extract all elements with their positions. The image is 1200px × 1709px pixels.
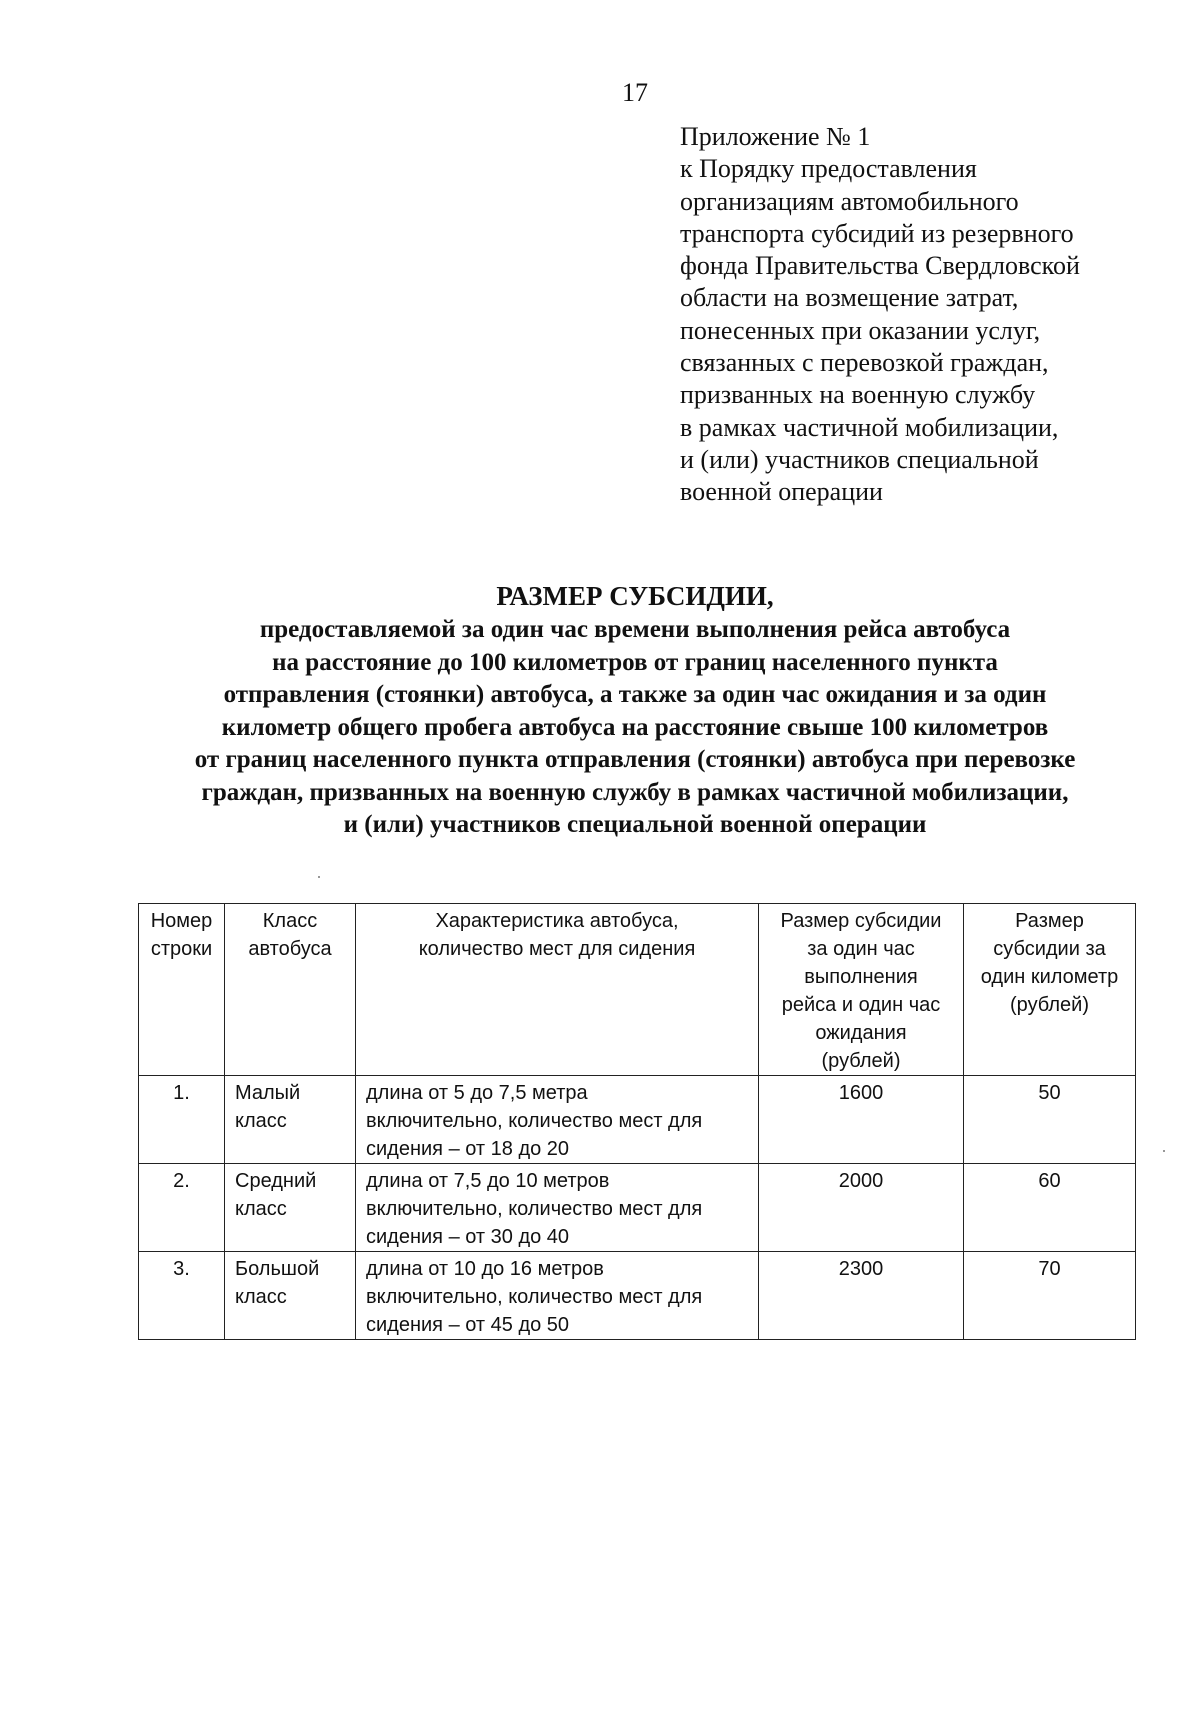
appendix-line: военной операции <box>680 477 883 507</box>
row-number: 1. <box>139 1076 225 1164</box>
bus-characteristics <box>356 1076 759 1164</box>
bus-characteristics-line: включительно, количество мест для <box>366 1198 703 1220</box>
heading-subtitle-line: граждан, призванных на военную службу в рамках частичной мобилизации, <box>201 778 1069 806</box>
bus-class-line: Большой <box>235 1258 320 1280</box>
appendix-block <box>680 121 1180 509</box>
bus-class-line: Средний <box>235 1170 317 1192</box>
appendix-line: к Порядку предоставления <box>680 154 977 184</box>
header-line: рейса и один час <box>781 994 941 1016</box>
header-line: строки <box>150 938 213 960</box>
bus-characteristics <box>356 1164 759 1252</box>
subsidy-per-km: 50 <box>964 1076 1136 1164</box>
heading-subtitle-line: на расстояние до 100 километров от границ населенного пункта <box>272 648 998 676</box>
heading-title: РАЗМЕР СУБСИДИИ, <box>496 581 774 611</box>
bus-characteristics-line: сидения – от 45 до 50 <box>366 1314 570 1336</box>
scan-speck <box>318 876 320 878</box>
row-number: 3. <box>139 1252 225 1340</box>
appendix-line: транспорта субсидий из резервного <box>680 218 1074 248</box>
header-line: (рублей) <box>821 1050 901 1072</box>
appendix-line: организациям автомобильного <box>680 186 1019 216</box>
subsidy-per-km: 60 <box>964 1164 1136 1252</box>
subsidy-per-km: 70 <box>964 1252 1136 1340</box>
header-line: ожидания <box>815 1022 907 1044</box>
header-bus-class <box>225 904 356 1076</box>
bus-class-line: Малый <box>235 1082 301 1104</box>
heading-subtitle <box>60 614 1200 842</box>
heading-subtitle-line: предоставляемой за один час времени выполнения рейса автобуса <box>259 616 1011 643</box>
header-line: Размер субсидии <box>780 910 942 932</box>
header-line: выполнения <box>804 966 918 988</box>
header-line: (рублей) <box>1010 994 1089 1016</box>
bus-class <box>225 1252 356 1340</box>
appendix-line: фонда Правительства Свердловской <box>680 251 1080 281</box>
subsidy-per-hour: 2000 <box>759 1164 964 1252</box>
header-line: за один час <box>807 938 915 960</box>
table-body <box>139 1076 1136 1340</box>
appendix-line: призванных на военную службу <box>680 380 1036 410</box>
appendix-line: и (или) участников специальной <box>680 444 1039 474</box>
bus-characteristics-line: включительно, количество мест для <box>366 1110 703 1132</box>
header-subsidy-per-hour <box>759 904 964 1076</box>
bus-characteristics-line: длина от 5 до 7,5 метра <box>366 1082 588 1104</box>
bus-class <box>225 1164 356 1252</box>
header-line: автобуса <box>248 938 332 960</box>
appendix-line: области на возмещение затрат, <box>680 283 1019 313</box>
bus-characteristics <box>356 1252 759 1340</box>
header-line: Класс <box>262 910 318 932</box>
table-row <box>139 1076 1136 1164</box>
bus-class-line: класс <box>235 1198 287 1220</box>
appendix-line: понесенных при оказании услуг, <box>680 315 1041 345</box>
table-header-row <box>139 904 1136 1076</box>
table-row <box>139 1252 1136 1340</box>
header-line: Размер <box>1015 910 1084 932</box>
header-line: один километр <box>980 966 1119 988</box>
header-subsidy-per-km <box>964 904 1136 1076</box>
bus-class <box>225 1076 356 1164</box>
scan-speck <box>1163 1150 1165 1152</box>
bus-characteristics-line: сидения – от 30 до 40 <box>366 1226 570 1248</box>
bus-characteristics-line: сидения – от 18 до 20 <box>366 1138 570 1160</box>
header-line: Номер <box>150 910 213 932</box>
heading-subtitle-line: отправления (стоянки) автобуса, а также за один час ожидания и за один <box>223 681 1047 708</box>
header-line: Характеристика автобуса, <box>435 910 679 932</box>
subsidy-per-hour: 2300 <box>759 1252 964 1340</box>
appendix-line: Приложение № 1 <box>680 122 871 151</box>
header-bus-characteristics <box>356 904 759 1076</box>
header-line: субсидии за <box>993 938 1106 960</box>
header-row-number <box>139 904 225 1076</box>
bus-class-line: класс <box>235 1110 287 1132</box>
bus-characteristics-line: длина от 10 до 16 метров <box>366 1258 604 1280</box>
heading-subtitle-line: километр общего пробега автобуса на расстояние свыше 100 километров <box>221 713 1049 741</box>
appendix-line: в рамках частичной мобилизации, <box>680 412 1059 442</box>
appendix-line: связанных с перевозкой граждан, <box>680 348 1049 378</box>
bus-characteristics-line: включительно, количество мест для <box>366 1286 703 1308</box>
subsidy-per-hour: 1600 <box>759 1076 964 1164</box>
row-number: 2. <box>139 1164 225 1252</box>
heading-subtitle-line: от границ населенного пункта отправления (стоянки) автобуса при перевозке <box>194 746 1076 773</box>
bus-class-line: класс <box>235 1286 287 1308</box>
document-heading <box>60 578 1200 842</box>
heading-subtitle-line: и (или) участников специальной военной операции <box>343 811 927 838</box>
subsidy-table <box>138 903 1136 1340</box>
bus-characteristics-line: длина от 7,5 до 10 метров <box>366 1170 610 1192</box>
page-number: 17 <box>622 78 648 107</box>
header-line: количество мест для сидения <box>418 938 696 960</box>
table-row <box>139 1164 1136 1252</box>
